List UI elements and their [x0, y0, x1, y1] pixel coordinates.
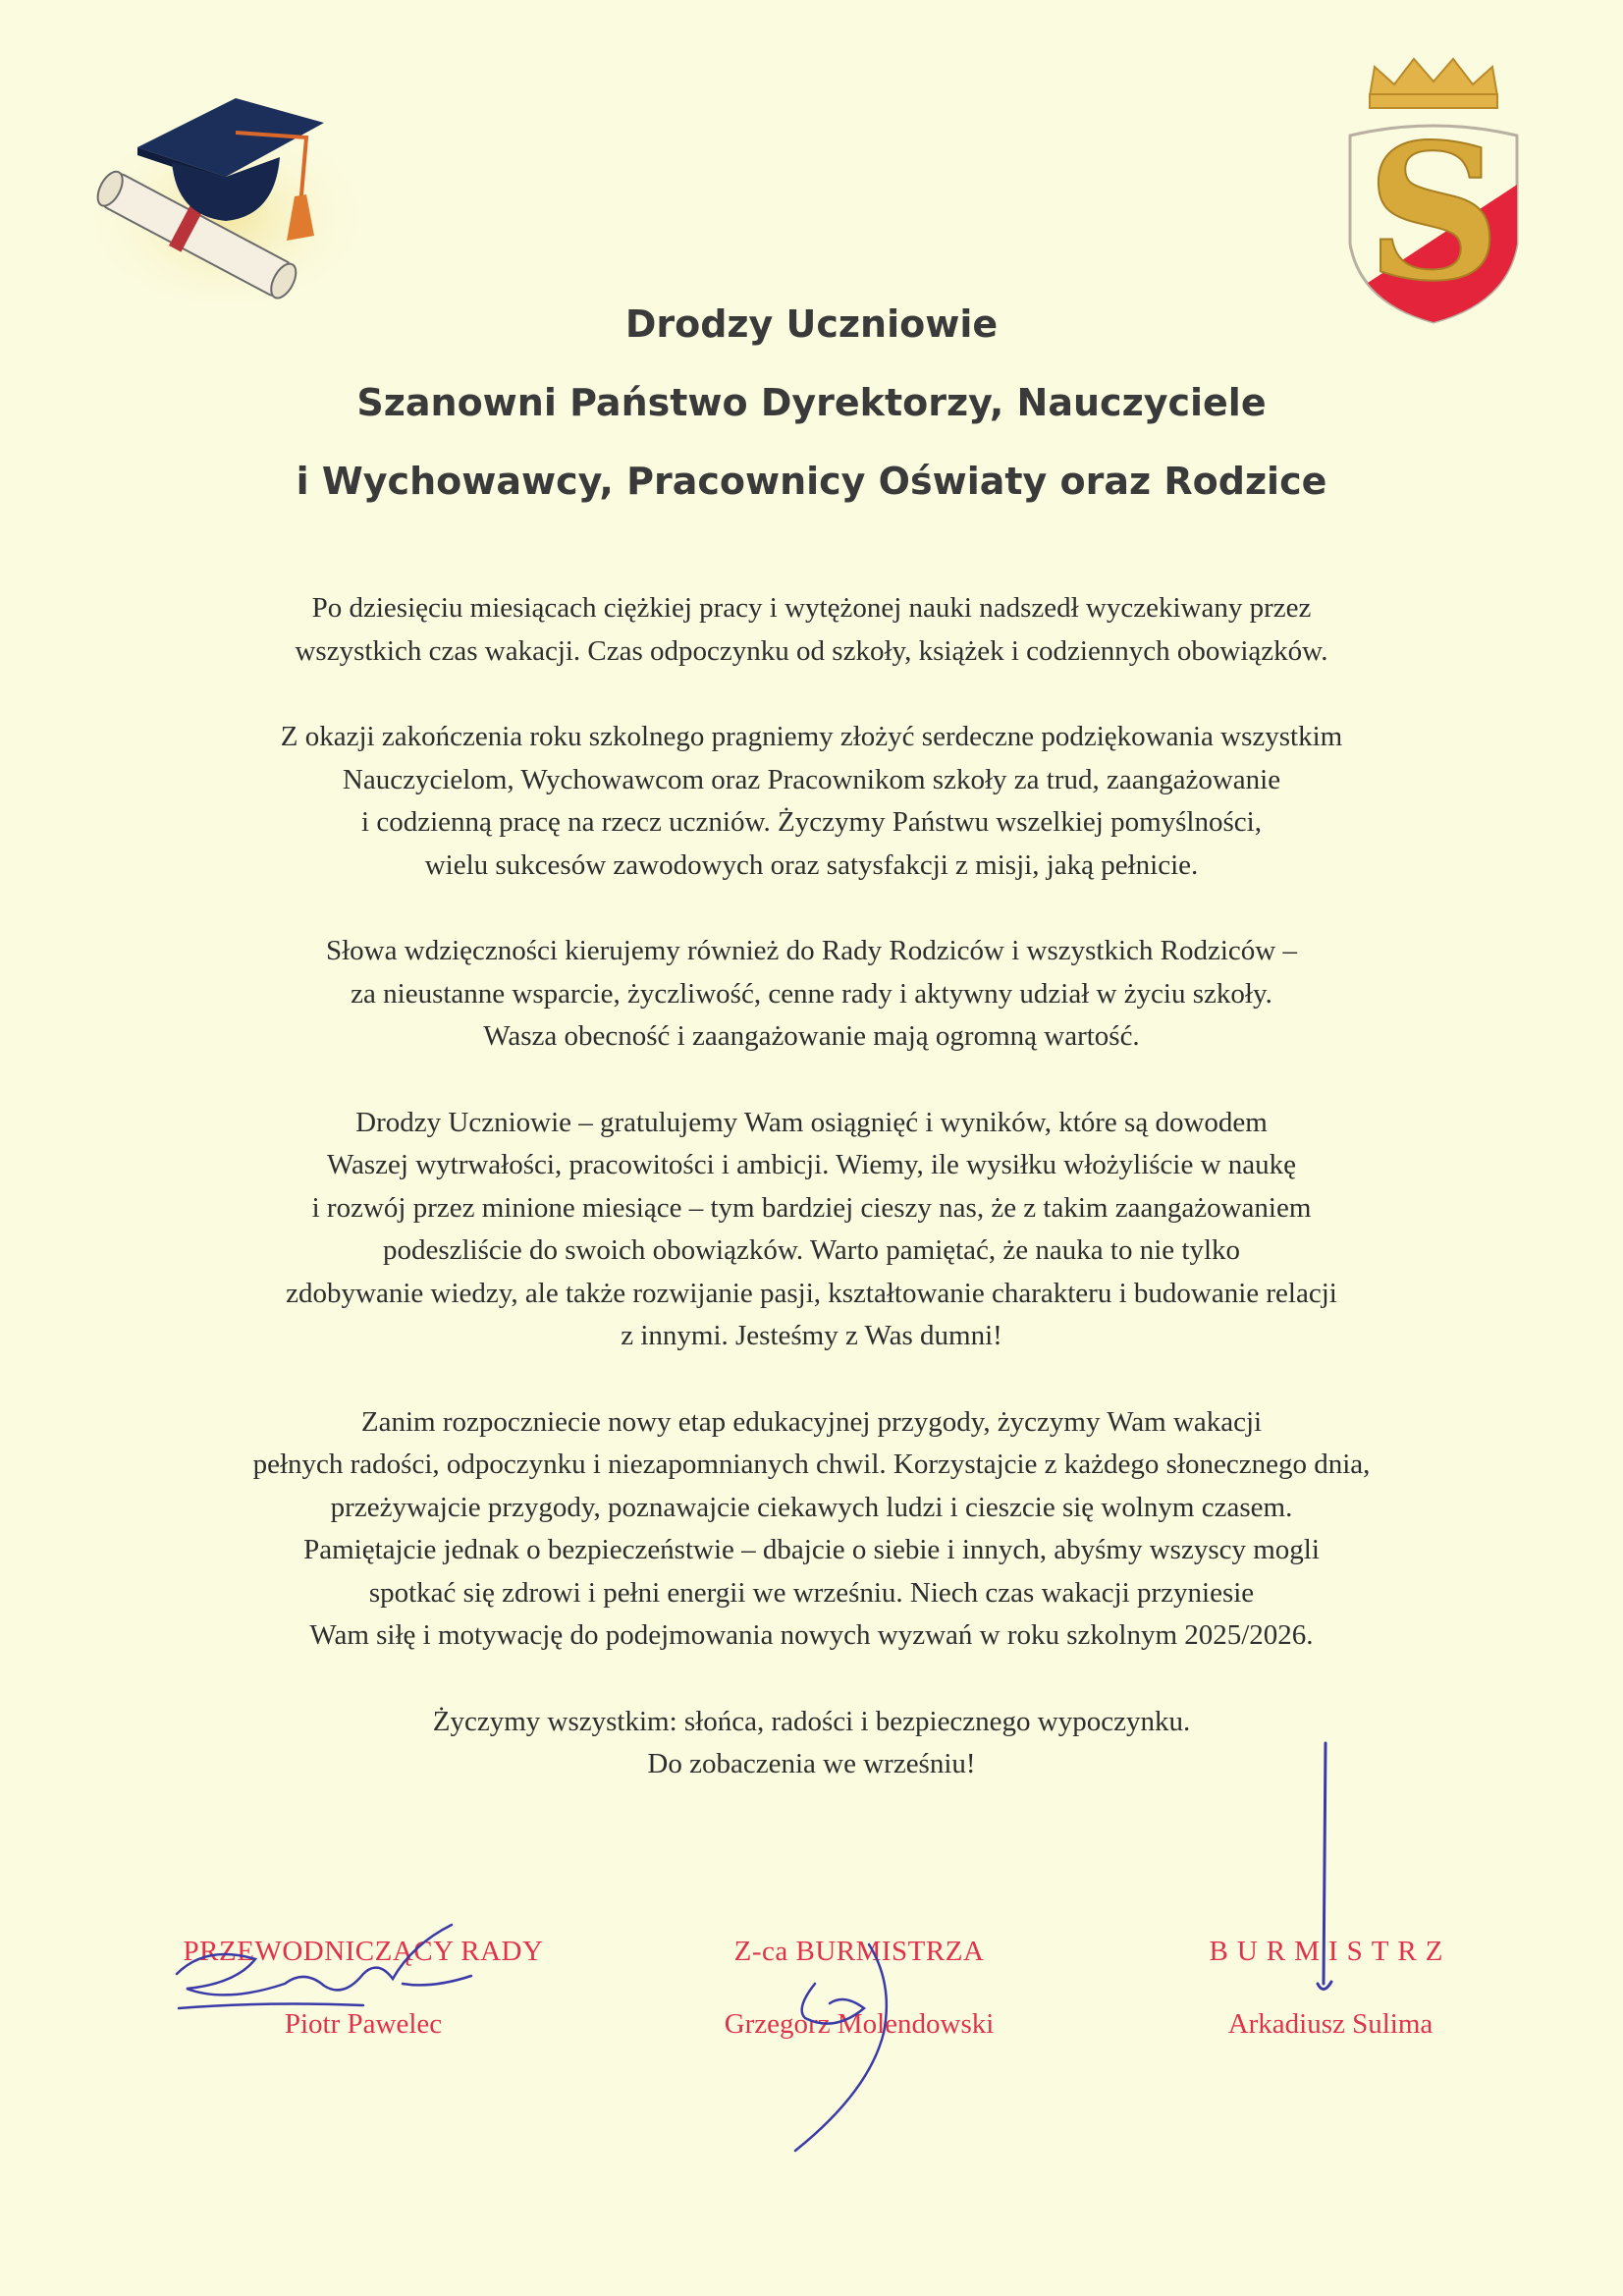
signature-role: BURMISTRZ: [1209, 1936, 1452, 1967]
text-line: spotkać się zdrowi i pełni energii we wrześniu. Niech czas wakacji przyniesie: [368, 1576, 1255, 1609]
crest-letter: S: [1366, 103, 1501, 322]
text-line: Z okazji zakończenia roku szkolnego pragniemy złożyć serdeczne podziękowania wszystkim: [280, 721, 1343, 752]
text-line: przeżywajcie przygody, poznawajcie ciekawych ludzi i cieszcie się wolnym czasem.: [330, 1491, 1293, 1523]
text-line: podeszliście do swoich obowiązków. Warto pamiętać, że nauka to nie tylko: [382, 1234, 1241, 1266]
text-line: Pamiętajcie jednak o bezpieczeństwie – dbajcie o siebie i innych, abyśmy wszyscy mogli: [303, 1534, 1320, 1565]
text-line: Życzymy wszystkim: słońca, radości i bezpiecznego wypoczynku.: [432, 1705, 1191, 1737]
text-line: pełnych radości, odpoczynku i niezapomnianych chwil. Korzystajcie z każdego słonecznego dnia,: [252, 1449, 1371, 1480]
signature-mayor: [1173, 1930, 1488, 2046]
text-line: za nieustanne wsparcie, życzliwość, cenne rady i aktywny udział w życiu szkoły.: [351, 977, 1272, 1010]
text-line: zdobywanie wiedzy, ale także rozwijanie pasji, kształtowanie charakteru i budowanie relacji: [286, 1277, 1337, 1309]
paragraph-1: [177, 587, 1446, 673]
text-line: Wam siłę i motywację do podejmowania nowych wyzwań w roku szkolnym 2025/2026.: [309, 1619, 1314, 1651]
text-line: Nauczycielom, Wychowawcom oraz Pracownikom szkoły za trud, zaangażowanie: [342, 763, 1281, 795]
text-line: Zanim rozpoczniecie nowy etap edukacyjnej przygody, życzymy Wam wakacji: [360, 1405, 1263, 1438]
text-line: z innymi. Jesteśmy z Was dumni!: [621, 1320, 1002, 1351]
text-line: Drodzy Uczniowie – gratulujemy Wam osiągnięć i wyników, które są dowodem: [355, 1106, 1268, 1138]
text-line: wielu sukcesów zawodowych oraz satysfakcji z misji, jaką pełnicie.: [424, 848, 1199, 881]
text-line: Wasza obecność i zaangażowanie mają ogromną wartość.: [483, 1020, 1140, 1052]
heading-greeting: Drodzy Uczniowie: [624, 302, 999, 346]
paragraph-4: [177, 1102, 1446, 1358]
signature-role: Z-ca BURMISTRZA: [733, 1936, 985, 1967]
heading-address-2: i Wychowawcy, Pracownicy Oświaty oraz Rodzice: [296, 460, 1327, 503]
text-line: i rozwój przez minione miesiące – tym bardziej cieszy nas, że z takim zaangażowaniem: [311, 1191, 1312, 1224]
heading-address-1: Szanowni Państwo Dyrektorzy, Nauczyciele: [356, 381, 1267, 424]
letter-headings: [0, 285, 1623, 520]
text-line: Słowa wdzięczności kierujemy również do Rady Rodziców i wszystkich Rodziców –: [326, 935, 1297, 966]
signature-section: [0, 1930, 1623, 2126]
text-line: i codzienną pracę na rzecz uczniów. Życzymy Państwu wszelkiej pomyślności,: [361, 806, 1262, 838]
signature-name: Piotr Pawelec: [284, 2008, 443, 2040]
signature-name: Arkadiusz Sulima: [1227, 2008, 1434, 2040]
paragraph-5: [177, 1401, 1446, 1658]
text-line: Po dziesięciu miesiącach ciężkiej pracy i wytężonej nauki nadszedł wyczekiwany przez: [311, 592, 1312, 624]
text-line: wszystkich czas wakacji. Czas odpoczynku od szkoły, książek i codziennych obowiązków.: [295, 634, 1328, 667]
signature-role: PRZEWODNICZĄCY RADY: [183, 1936, 544, 1967]
signature-council-chair: [177, 1930, 550, 2046]
signature-deputy-mayor: [697, 1930, 1021, 2046]
paragraph-3: [177, 930, 1446, 1059]
letter-body: [177, 587, 1446, 1830]
paragraph-2: [177, 716, 1446, 887]
graduation-cap-with-diploma-icon: [79, 79, 363, 314]
paragraph-closing: [177, 1701, 1446, 1786]
signature-name: Grzegorz Molendowski: [724, 2008, 995, 2040]
text-line: Do zobaczenia we wrześniu!: [647, 1748, 976, 1779]
text-line: Waszej wytrwałości, pracowitości i ambicji. Wiemy, ile wysiłku włożyliście w naukę: [326, 1149, 1297, 1180]
